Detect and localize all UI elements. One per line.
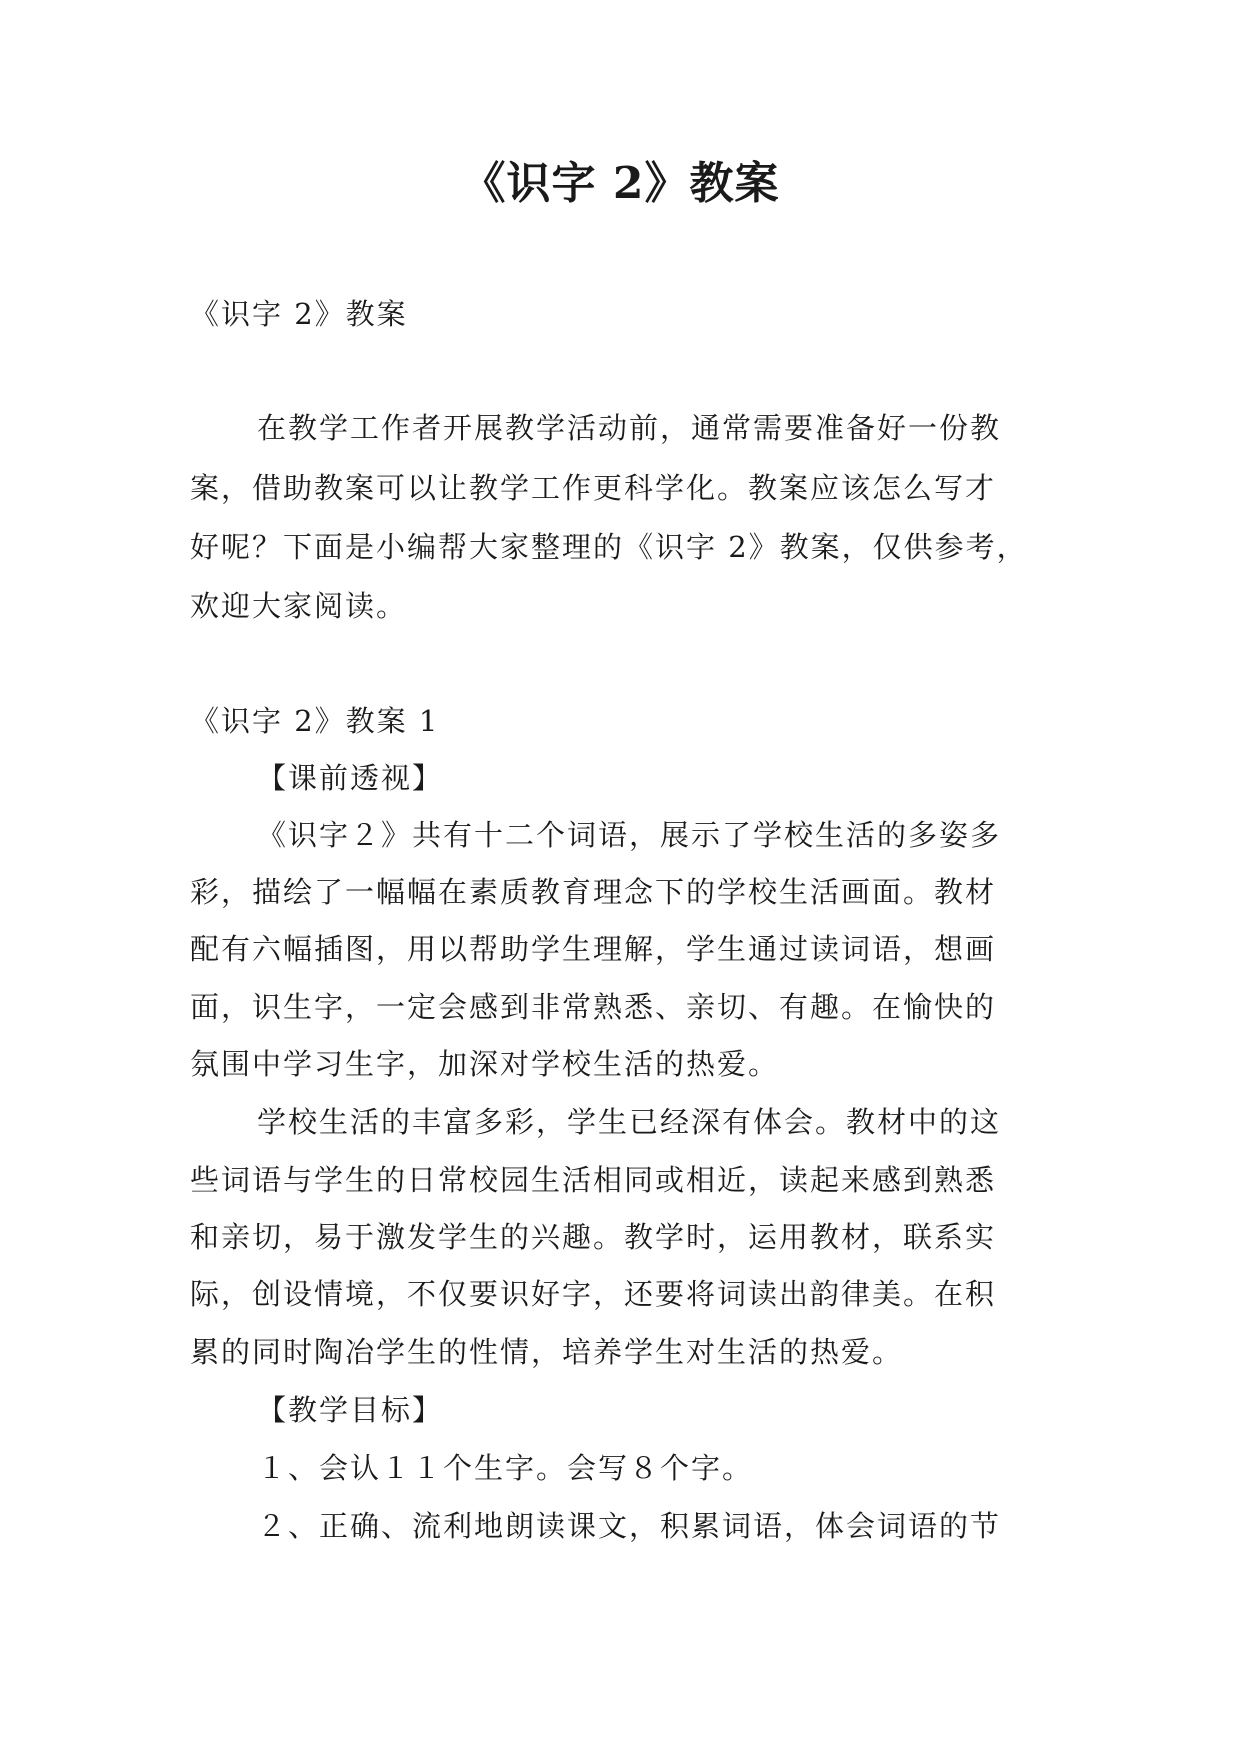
intro-line: 欢迎大家阅读。 <box>190 589 408 623</box>
intro-line: 好呢？下面是小编帮大家整理的《识字 2》教案，仅供参考， <box>190 530 1028 564</box>
preview-para2-line: 学校生活的丰富多彩，学生已经深有体会。教材中的这 <box>257 1105 1002 1139</box>
preview-para2-line: 和亲切，易于激发学生的兴趣。教学时，运用教材，联系实 <box>190 1220 997 1254</box>
intro-line: 案，借助教案可以让教学工作更科学化。教案应该怎么写才 <box>190 471 997 505</box>
preview-para1-line: 《识字２》共有十二个词语，展示了学校生活的多姿多 <box>257 818 1002 852</box>
document-title: 《识字 2》教案 <box>461 158 780 209</box>
preview-para1-line: 配有六幅插图，用以帮助学生理解，学生通过读词语，想画 <box>190 932 997 966</box>
preview-para2-line: 些词语与学生的日常校园生活相同或相近，读起来感到熟悉 <box>190 1163 997 1197</box>
goals-heading: 【教学目标】 <box>257 1393 444 1427</box>
goal-item: ２、正确、流利地朗读课文，积累词语，体会词语的节 <box>257 1509 1002 1543</box>
goal-item: １、会认１１个生字。会写８个字。 <box>257 1451 754 1485</box>
preview-para1-line: 氛围中学习生字，加深对学校生活的热爱。 <box>190 1047 780 1081</box>
preview-para2-line: 际，创设情境，不仅要识好字，还要将词读出韵律美。在积 <box>190 1277 997 1311</box>
preview-para2-line: 累的同时陶冶学生的性情，培养学生对生活的热爱。 <box>190 1335 904 1369</box>
preview-heading: 【课前透视】 <box>257 761 444 795</box>
intro-line: 在教学工作者开展教学活动前，通常需要准备好一份教 <box>257 411 1002 445</box>
section-heading: 《识字 2》教案 1 <box>190 704 440 738</box>
preview-para1-line: 面，识生字，一定会感到非常熟悉、亲切、有趣。在愉快的 <box>190 990 997 1024</box>
document-subtitle: 《识字 2》教案 <box>190 297 408 331</box>
preview-para1-line: 彩，描绘了一幅幅在素质教育理念下的学校生活画面。教材 <box>190 875 997 909</box>
